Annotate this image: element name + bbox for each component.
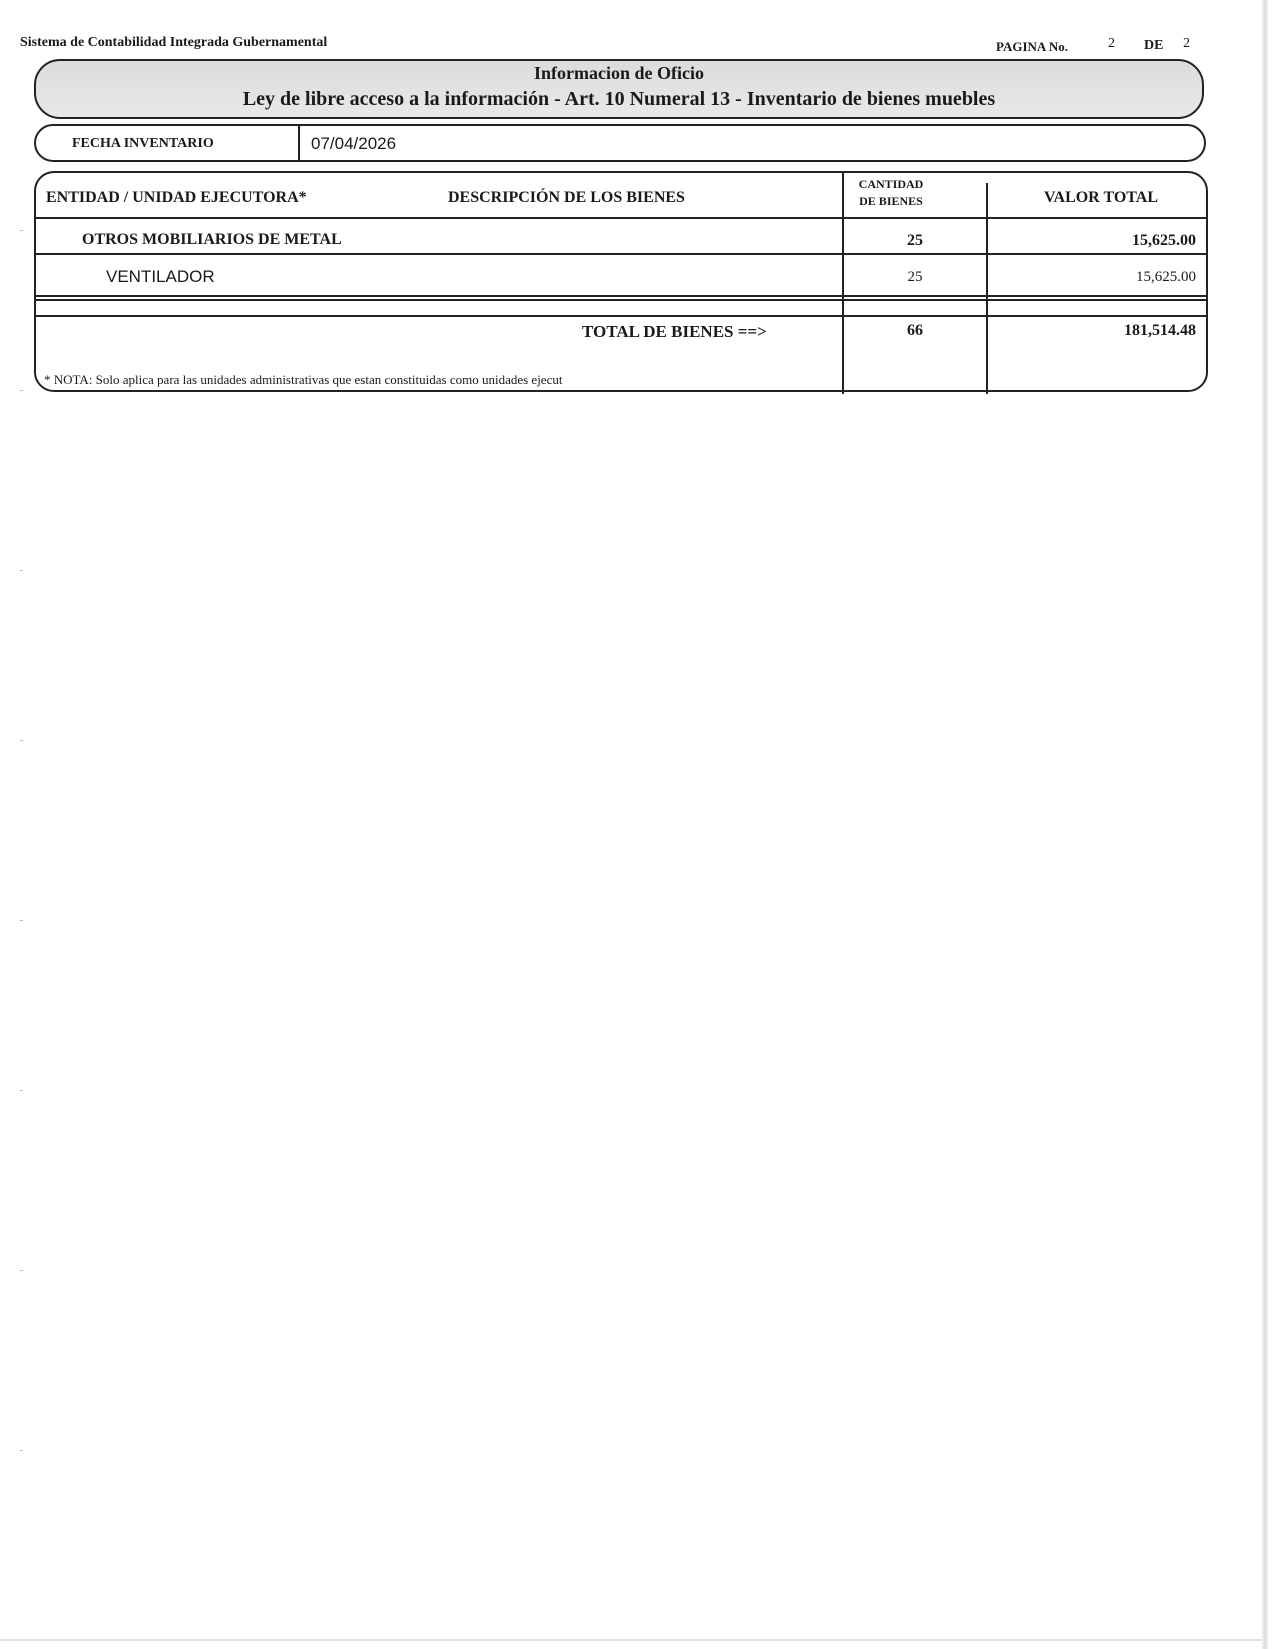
- column-header-quantity: [846, 176, 936, 210]
- column-header-quantity-line1: CANTIDAD: [858, 177, 924, 191]
- scan-mark: [20, 1450, 23, 1451]
- row-rule: [36, 315, 1206, 317]
- row-item-label: VENTILADOR: [106, 267, 215, 286]
- inventory-date-box: [34, 124, 1206, 162]
- row-category-label: OTROS MOBILIARIOS DE METAL: [82, 231, 342, 248]
- column-header-description: DESCRIPCIÓN DE LOS BIENES: [448, 189, 685, 206]
- scan-mark: [20, 920, 23, 921]
- banner-title: Informacion de Oficio: [534, 63, 704, 83]
- column-header-quantity-line2: DE BIENES: [859, 194, 923, 208]
- scan-mark: [20, 740, 23, 741]
- report-banner: [34, 59, 1204, 119]
- system-name: Sistema de Contabilidad Integrada Gubernamental: [20, 35, 328, 50]
- page-of-label: DE: [1144, 38, 1164, 53]
- row-category-value: 15,625.00: [1132, 232, 1196, 249]
- scan-mark: [20, 1270, 23, 1271]
- row-item-value: 15,625.00: [1136, 269, 1196, 285]
- inventory-date-label: FECHA INVENTARIO: [72, 136, 214, 151]
- column-divider: [986, 183, 988, 394]
- scan-mark: [20, 1090, 23, 1091]
- row-rule: [36, 295, 1206, 297]
- total-label: TOTAL DE BIENES ==>: [582, 322, 767, 341]
- total-quantity: 66: [907, 322, 923, 339]
- column-header-total-value: VALOR TOTAL: [1044, 189, 1158, 206]
- page-label: PAGINA No.: [996, 39, 1068, 54]
- scan-bottom-edge: [0, 1639, 1262, 1641]
- row-rule: [36, 253, 1206, 255]
- row-item-quantity: 25: [907, 269, 923, 285]
- scan-right-edge: [1262, 0, 1268, 1649]
- page-number: 2: [1108, 36, 1115, 51]
- footnote: * NOTA: Solo aplica para las unidades administrativas que estan constituidas como unidades ejecut: [44, 372, 563, 387]
- inventory-date-value: 07/04/2026: [311, 134, 397, 153]
- page-total: 2: [1183, 36, 1190, 51]
- scan-mark: [20, 390, 23, 391]
- header-rule: [36, 217, 1206, 219]
- row-category-quantity: 25: [907, 232, 923, 249]
- scan-mark: [20, 570, 23, 571]
- banner-subtitle: Ley de libre acceso a la información - Art. 10 Numeral 13 - Inventario de bienes muebles: [242, 88, 996, 110]
- scan-mark: [20, 230, 23, 231]
- inventory-date-divider: [298, 126, 300, 160]
- total-value: 181,514.48: [1124, 322, 1196, 339]
- inventory-table: [34, 171, 1208, 392]
- column-header-entity: ENTIDAD / UNIDAD EJECUTORA*: [46, 189, 307, 206]
- row-rule: [36, 299, 1206, 301]
